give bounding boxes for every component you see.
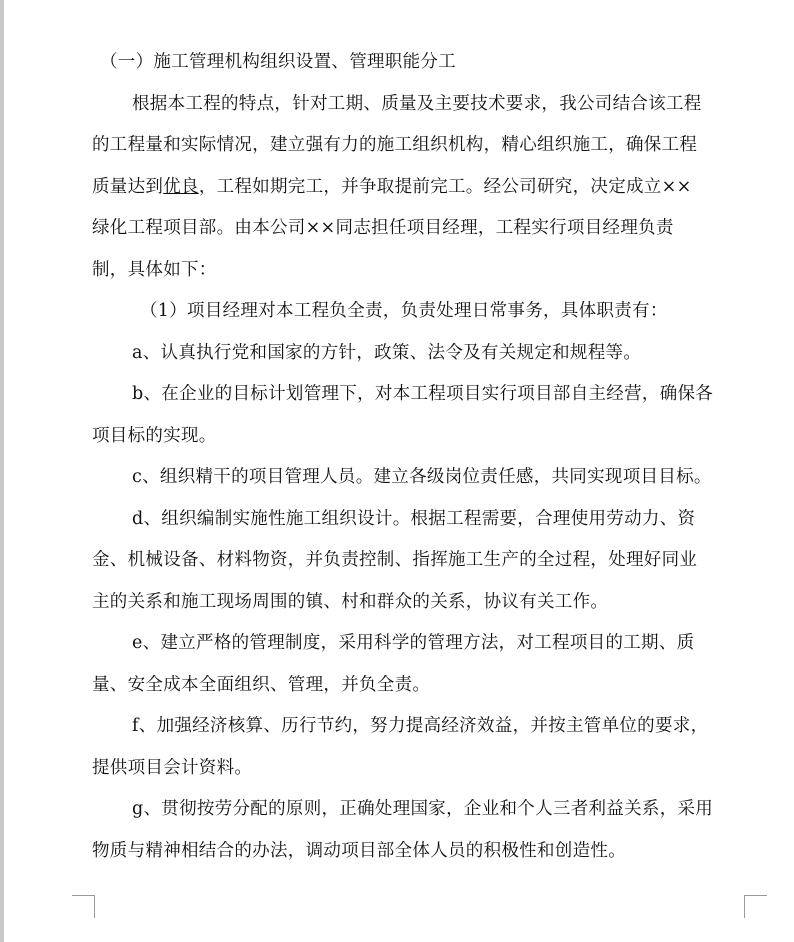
intro-line-4: 绿化工程项目部。由本公司××同志担任项目经理，工程实行项目经理负责 — [92, 218, 674, 238]
intro-line-2: 的工程量和实际情况，建立强有力的施工组织机构，精心组织施工，确保工程 — [92, 135, 698, 155]
duty-a: a、认真执行党和国家的方针，政策、法令及有关规定和规程等。 — [132, 342, 642, 363]
duty-c: c、组织精干的项目管理人员。建立各级岗位责任感，共同实现项目目标。 — [132, 467, 712, 487]
duty-g-line-2: 物质与精神相结合的办法，调动项目部全体人员的积极性和创造性。 — [92, 840, 626, 861]
intro-line-5: 制，具体如下： — [92, 259, 217, 280]
item-1: （1）项目经理对本工程负全责，负责处理日常事务，具体职责有： — [140, 301, 668, 321]
duty-b-line-2: 项目标的实现。 — [92, 425, 217, 446]
duty-g-line-1: g、贯彻按劳分配的原则，正确处理国家，企业和个人三者利益关系，采用 — [132, 799, 714, 819]
intro-line-1: 根据本工程的特点，针对工期、质量及主要技术要求，我公司结合该工程 — [132, 93, 702, 114]
duty-f-line-2: 提供项目会计资料。 — [92, 757, 253, 778]
duty-e-line-2: 量、安全成本全面组织、管理，并负全责。 — [92, 674, 431, 695]
duty-b-line-1: b、在企业的目标计划管理下，对本工程项目实行项目部自主经营，确保各 — [132, 384, 714, 404]
underlined-word: 优良 — [163, 176, 199, 197]
duty-d-line-1: d、组织编制实施性施工组织设计。根据工程需要，合理使用劳动力、资 — [132, 508, 696, 529]
page-left-edge — [0, 0, 4, 942]
page-corner-mark-right — [744, 895, 767, 918]
section-heading: （一）施工管理机构组织设置、管理职能分工 — [100, 52, 456, 72]
duty-e-line-1: e、建立严格的管理制度，采用科学的管理方法，对工程项目的工期、质 — [132, 633, 695, 653]
duty-d-line-3: 主的关系和施工现场周围的镇、村和群众的关系，协议有关工作。 — [92, 591, 609, 612]
duty-d-line-2: 金、机械设备、材料物资，并负责控制、指挥施工生产的全过程，处理好同业 — [92, 550, 698, 570]
duty-f-line-1: f、加强经济核算、历行节约，努力提高经济效益，并按主管单位的要求， — [132, 716, 709, 736]
intro-line-3-start: 质量达到 — [92, 176, 164, 197]
document-page — [92, 42, 744, 872]
page-corner-mark-left — [72, 895, 95, 918]
intro-line-3 — [92, 167, 744, 209]
intro-line-3-end: ，工程如期完工，并争取提前完工。经公司研究，决定成立×× — [198, 176, 692, 197]
